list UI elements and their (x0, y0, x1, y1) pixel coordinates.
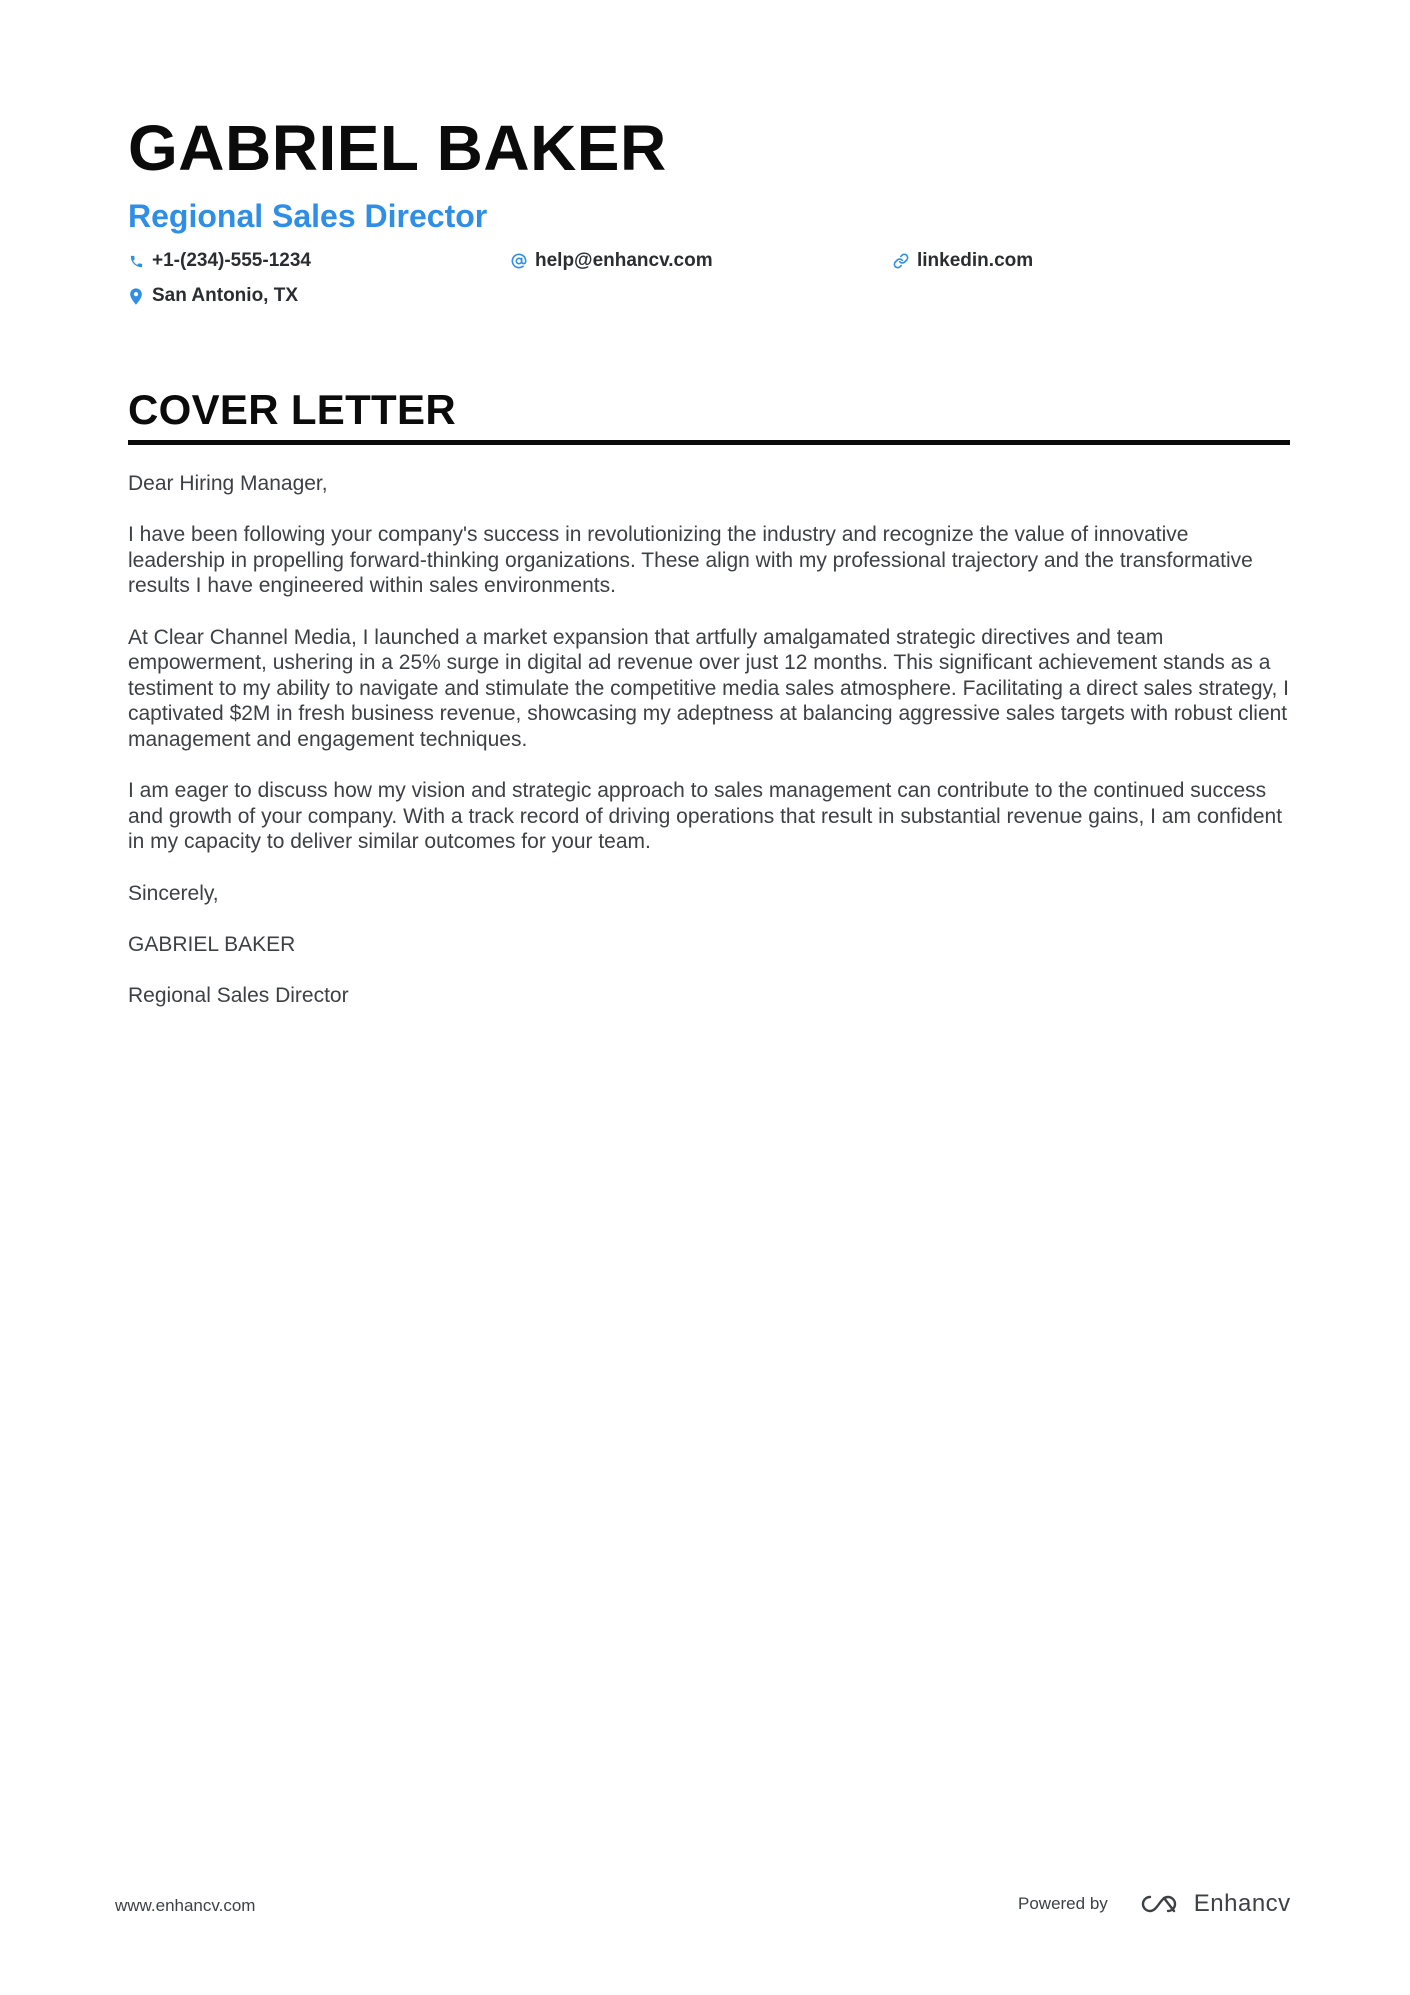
contact-phone (128, 248, 311, 274)
contact-linkedin[interactable] (893, 248, 1033, 274)
letter-body (128, 471, 1290, 1008)
signature-role: Regional Sales Director (128, 983, 349, 1007)
email-text[interactable]: help@enhancv.com (535, 250, 713, 271)
letter-closing: Sincerely, (128, 881, 219, 905)
contact-info (128, 248, 1290, 318)
letter-paragraph-3: I am eager to discuss how my vision and strategic approach to sales management can contribute to the continued success and growth of your company. With a track record of driving operations that result in substantial revenue gains, I am confident in my capacity to deliver similar outcomes for your team. (128, 779, 1283, 854)
link-icon (893, 252, 909, 270)
contact-location (128, 283, 298, 309)
powered-by-label: Powered by (1018, 1894, 1108, 1913)
letter-paragraph-1: I have been following your company's success in revolutionizing the industry and recognize the value of innovative leadership in propelling forward-thinking organizations. These align with my professional trajectory and the transformative results I have engineered within sales environments. (128, 523, 1253, 598)
section-title: COVER LETTER (128, 386, 456, 433)
map-pin-icon (128, 287, 144, 305)
location-text: San Antonio, TX (152, 285, 299, 306)
applicant-name: GABRIEL BAKER (128, 112, 667, 184)
section-divider (128, 440, 1290, 445)
brand-name: Enhancv (1193, 1890, 1291, 1917)
phone-text: +1-(234)-555-1234 (152, 250, 311, 271)
linkedin-text[interactable]: linkedin.com (917, 250, 1034, 271)
letter-paragraph-2: At Clear Channel Media, I launched a market expansion that artfully amalgamated strategic directives and team empowerment, ushering in a 25% surge in digital ad revenue over just 12 months. This significant achievement stands as a testiment to my ability to navigate and stimulate the competitive media sales atmosphere. Facilitating a direct sales strategy, I captivated $2M in fresh business revenue, showcasing my adeptness at balancing aggressive sales targets with robust client management and engagement techniques. (128, 625, 1289, 751)
phone-icon (128, 252, 144, 270)
enhancv-logo-icon (1136, 1892, 1182, 1916)
at-sign-icon (511, 252, 527, 270)
footer-website[interactable]: www.enhancv.com (115, 1896, 256, 1915)
applicant-role: Regional Sales Director (128, 198, 488, 234)
signature-name: GABRIEL BAKER (128, 932, 296, 956)
contact-email[interactable] (511, 248, 713, 274)
footer-branding (1018, 1884, 1291, 1924)
cover-letter-section (128, 384, 1290, 1034)
resume-header (128, 110, 1290, 318)
letter-greeting: Dear Hiring Manager, (128, 472, 328, 495)
